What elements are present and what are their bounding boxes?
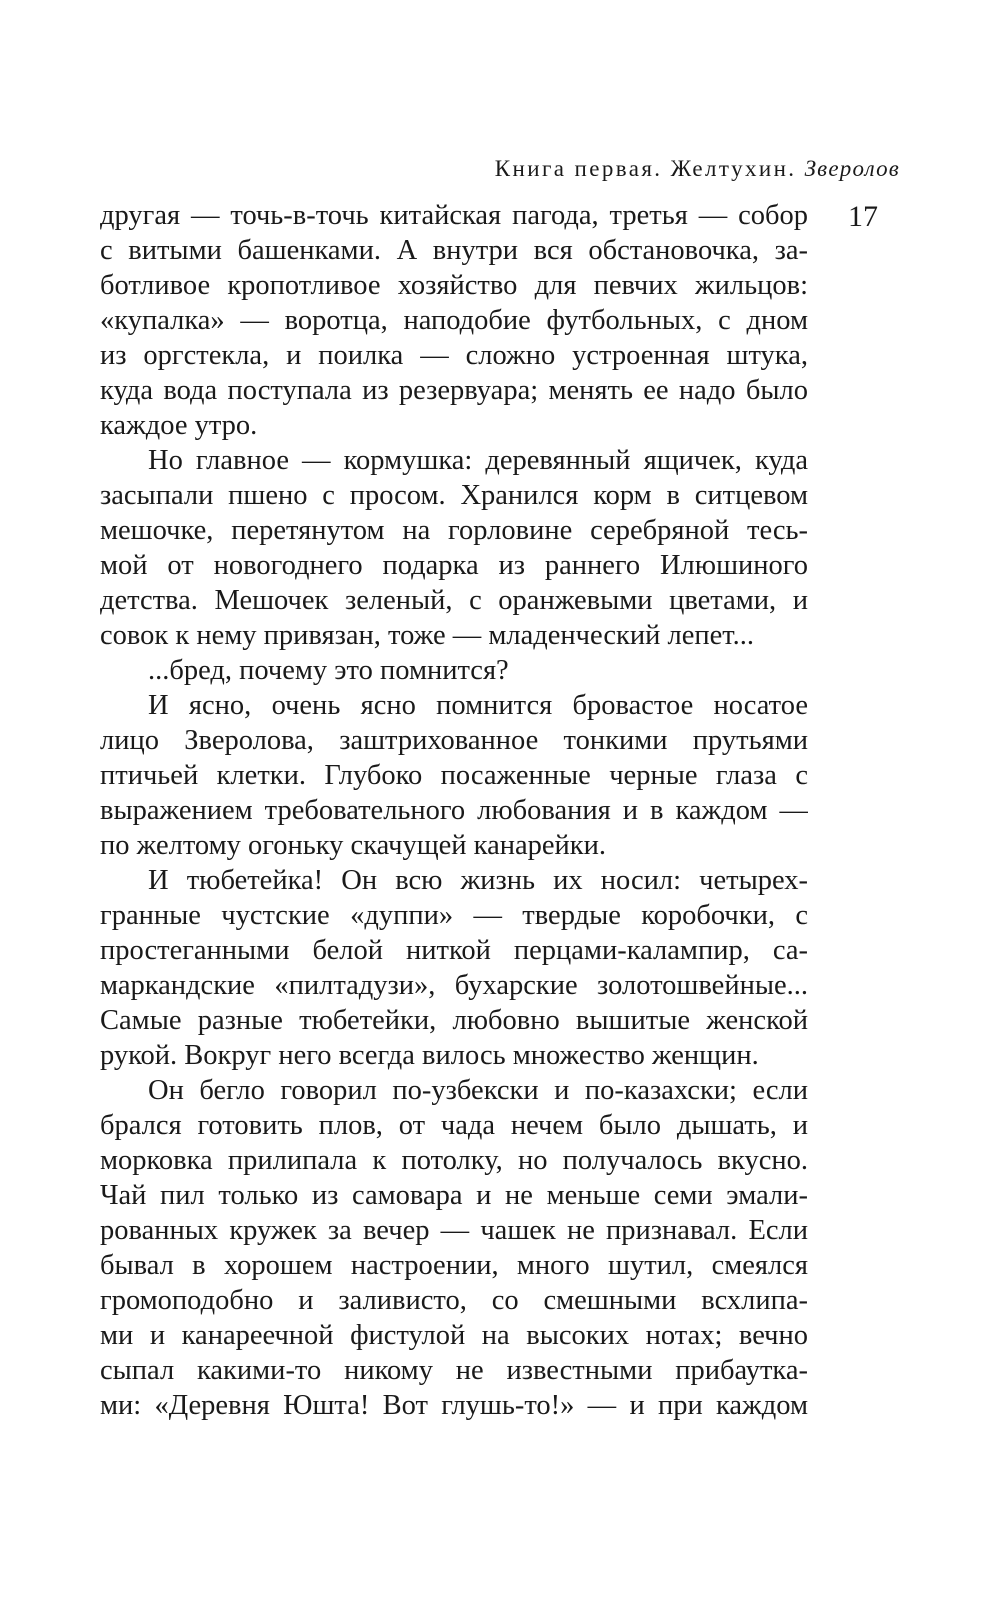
text-line: птичьей клетки. Глубоко посаженные черные глаза с [100,760,808,791]
text-line: куда вода поступала из резервуара; менять ее надо было [100,375,808,406]
text-line: маркандские «пилтадузи», бухарские золотошвейные... [100,970,808,1001]
text-line: из оргстекла, и поилка — сложно устроенная штука, [100,340,808,371]
text-line: ми и канареечной фистулой на высоких нотах; вечно [100,1320,808,1351]
running-head-book-chapter: Книга первая. Желтухин. [494,156,797,181]
text-line: Он бегло говорил по-узбекски и по-казахски; если [148,1075,808,1106]
text-line: громоподобно и заливисто, со смешными всхлипа- [100,1285,808,1316]
text-line: брался готовить плов, от чада нечем было дышать, и [100,1110,808,1141]
text-line: бывал в хорошем настроении, много шутил, смеялся [100,1250,808,1281]
text-line: с витыми башенками. А внутри вся обстановочка, за- [100,235,808,266]
text-line: каждое утро. [100,410,258,441]
text-line: морковка прилипала к потолку, но получалось вкусно. [100,1145,808,1176]
paragraph [100,688,808,863]
paragraph [100,653,808,688]
text-line: ботливое кропотливое хозяйство для певчих жильцов: [100,270,808,301]
text-line: мешочке, перетянутом на горловине серебряной тесь- [100,515,808,546]
paragraph [100,198,808,443]
paragraph [100,1073,808,1423]
text-line: выражением требовательного любования и в каждом — [100,795,808,826]
text-line: Чай пил только из самовара и не меньше семи эмали- [100,1180,808,1211]
text-line: другая — точь-в-точь китайская пагода, третья — собор [100,200,808,231]
text-line: засыпали пшено с просом. Хранился корм в ситцевом [100,480,808,511]
text-line: «купалка» — воротца, наподобие футбольных, с дном [100,305,808,336]
text-line: сыпал какими-то никому не известными прибаутка- [100,1355,808,1386]
text-line: детства. Мешочек зеленый, с оранжевыми цветами, и [100,585,808,616]
text-line: ...бред, почему это помнится? [148,655,509,686]
text-line: совок к нему привязан, тоже — младенческий лепет... [100,620,754,651]
running-head-section-title: Зверолов [804,156,900,181]
body-text [100,198,808,1423]
text-line: И ясно, очень ясно помнится бровастое носатое [148,690,808,721]
page-number: 17 [848,200,878,233]
text-line: рукой. Вокруг него всегда вилось множество женщин. [100,1040,759,1071]
text-line: ми: «Деревня Юшта! Вот глушь-то!» — и при каждом [100,1390,808,1421]
text-line: гранные чустские «дуппи» — твердые коробочки, с [100,900,808,931]
text-line: по желтому огоньку скачущей канарейки. [100,830,607,861]
text-line: Самые разные тюбетейки, любовно вышитые женской [100,1005,808,1036]
text-line: лицо Зверолова, заштрихованное тонкими прутьями [100,725,808,756]
paragraph [100,863,808,1073]
running-head [495,156,900,182]
text-line: рованных кружек за вечер — чашек не признавал. Если [100,1215,808,1246]
text-line: мой от новогоднего подарка из раннего Илюшиного [100,550,808,581]
text-line: простеганными белой ниткой перцами-калампир, са- [100,935,808,966]
text-line: Но главное — кормушка: деревянный ящичек, куда [148,445,808,476]
text-line: И тюбетейка! Он всю жизнь их носил: четырех- [148,865,808,896]
paragraph [100,443,808,653]
